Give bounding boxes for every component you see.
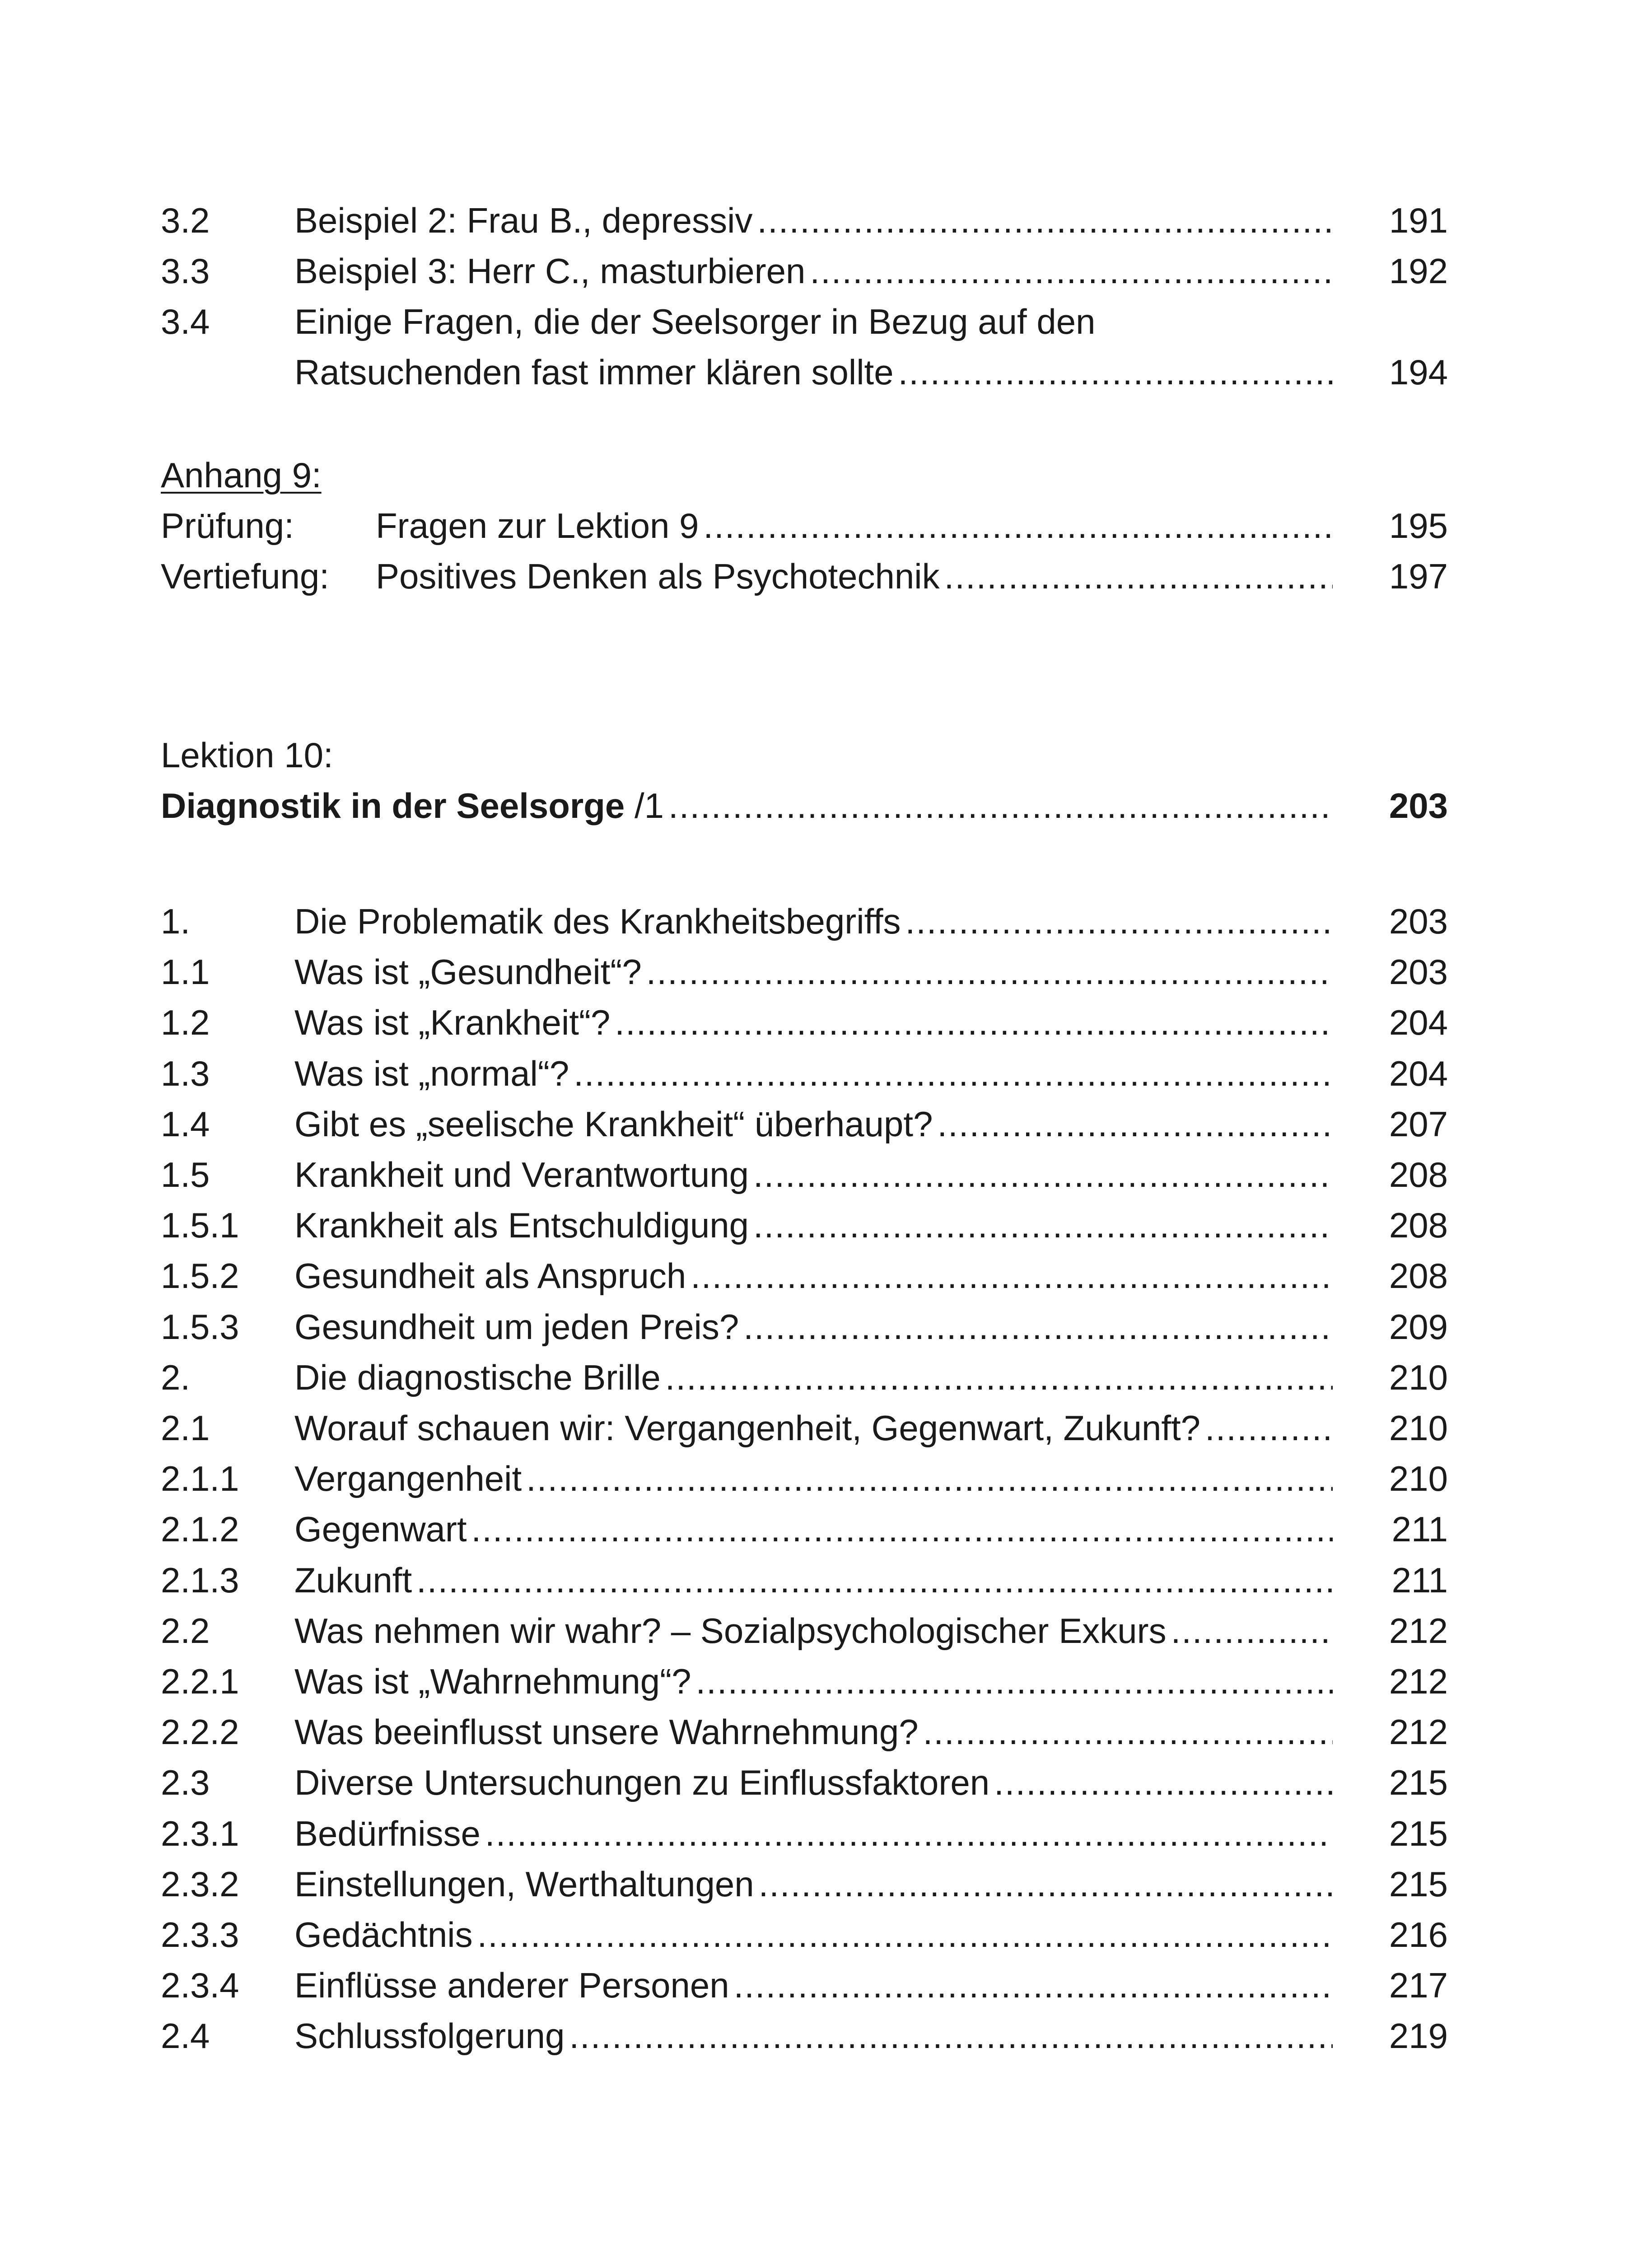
leader-dots (898, 347, 1333, 397)
entry-number: 2.1 (161, 1408, 210, 1448)
entry-page: 194 (1389, 352, 1448, 392)
leader-dots (994, 1757, 1333, 1808)
entry-page: 203 (1389, 785, 1448, 826)
toc-entry (161, 195, 1448, 246)
entry-page: 208 (1389, 1154, 1448, 1194)
entry-number: 2.3.2 (161, 1864, 239, 1904)
entry-number: 2.4 (161, 2015, 210, 2056)
entry-title: Bedürfnisse (294, 1813, 481, 1853)
toc-entry (161, 1707, 1448, 1757)
entry-number: 2.1.3 (161, 1560, 239, 1600)
entry-number: 3.2 (161, 200, 210, 240)
entry-page: 191 (1389, 200, 1448, 240)
leader-dots (905, 896, 1333, 947)
leader-dots (485, 1808, 1333, 1859)
leader-dots (1205, 1403, 1333, 1453)
entry-number: 2.3.3 (161, 1914, 239, 1955)
leader-dots (743, 1302, 1333, 1352)
entry-page: 211 (1391, 1509, 1448, 1549)
leader-dots (810, 246, 1333, 296)
appendix-heading: Anhang 9: (161, 455, 322, 495)
toc-entry (161, 1859, 1448, 1909)
entry-page: 204 (1389, 1053, 1448, 1093)
entry-page: 215 (1389, 1813, 1448, 1853)
entry-page: 192 (1389, 251, 1448, 291)
leader-dots (416, 1555, 1333, 1605)
toc-entry-continued (161, 347, 1448, 397)
entry-title: Was ist „normal“? (294, 1053, 569, 1093)
leader-dots (1171, 1605, 1333, 1656)
entry-title: Gedächtnis (294, 1914, 473, 1955)
leader-dots (696, 1656, 1333, 1707)
entry-title: Die Problematik des Krankheitsbegriffs (294, 901, 901, 941)
leader-dots (937, 1099, 1333, 1149)
entry-number: 2.3.1 (161, 1813, 239, 1853)
entry-title: Beispiel 3: Herr C., masturbieren (294, 251, 806, 291)
leader-dots (944, 551, 1333, 602)
entry-title: Gesundheit als Anspruch (294, 1255, 686, 1296)
entry-page: 215 (1389, 1864, 1448, 1904)
entry-number: 2.1.1 (161, 1458, 239, 1498)
entry-page: 216 (1389, 1914, 1448, 1955)
lesson-title-entry (161, 780, 1448, 831)
leader-dots (526, 1453, 1333, 1504)
entry-number: 1.3 (161, 1053, 210, 1093)
toc-entry (161, 1453, 1448, 1504)
entry-page: 208 (1389, 1255, 1448, 1296)
appendix-label: Vertiefung: (161, 556, 329, 596)
leader-dots (569, 2011, 1333, 2061)
leader-dots (734, 1960, 1333, 2011)
toc-entry (161, 1960, 1448, 2011)
entry-page: 204 (1389, 1002, 1448, 1042)
entry-number: 2.2.2 (161, 1712, 239, 1752)
entry-title: Krankheit und Verantwortung (294, 1154, 749, 1194)
toc-entry (161, 1200, 1448, 1250)
entry-title: Diverse Untersuchungen zu Einflussfaktoren (294, 1762, 990, 1802)
appendix-label: Prüfung: (161, 505, 294, 546)
entry-page: 212 (1389, 1610, 1448, 1651)
entry-title: Was nehmen wir wahr? – Sozialpsychologischer Exkurs (294, 1610, 1167, 1651)
entry-page: 210 (1389, 1408, 1448, 1448)
leader-dots (759, 1859, 1333, 1909)
entry-page: 208 (1389, 1205, 1448, 1245)
entry-title: Schlussfolgerung (294, 2015, 565, 2056)
entry-page: 210 (1389, 1458, 1448, 1498)
entry-page: 207 (1389, 1104, 1448, 1144)
entry-title: Was beeinflusst unsere Wahrnehmung? (294, 1712, 919, 1752)
lesson-title-suffix: /1 (625, 785, 664, 826)
entry-page: 211 (1391, 1560, 1448, 1600)
entry-number: 1.5.3 (161, 1306, 239, 1347)
toc-entry (161, 2011, 1448, 2061)
entry-number: 1. (161, 901, 191, 941)
toc-entry (161, 1149, 1448, 1200)
entry-title: Was ist „Wahrnehmung“? (294, 1661, 691, 1701)
entry-title: Einige Fragen, die der Seelsorger in Bezug auf den (294, 301, 1096, 341)
leader-dots (574, 1048, 1333, 1099)
toc-entry (161, 246, 1448, 296)
lesson-title: Diagnostik in der Seelsorge (161, 785, 625, 826)
leader-dots (646, 947, 1333, 997)
toc-entry (161, 1250, 1448, 1301)
toc-entry (161, 1352, 1448, 1403)
leader-dots (757, 195, 1333, 246)
entry-title: Was ist „Gesundheit“? (294, 952, 642, 992)
entry-page: 203 (1389, 901, 1448, 941)
toc-entry (161, 1656, 1448, 1707)
entry-title: Ratsuchenden fast immer klären sollte (294, 352, 894, 392)
entry-title: Einflüsse anderer Personen (294, 1965, 729, 2005)
entry-number: 3.4 (161, 301, 210, 341)
entry-page: 212 (1389, 1712, 1448, 1752)
entry-title: Einstellungen, Werthaltungen (294, 1864, 754, 1904)
entry-page: 195 (1389, 505, 1448, 546)
leader-dots (477, 1909, 1333, 1960)
entry-title: Fragen zur Lektion 9 (376, 505, 699, 546)
leader-dots (471, 1504, 1333, 1554)
toc-entry (161, 1504, 1448, 1554)
entry-page: 210 (1389, 1357, 1448, 1397)
leader-dots (753, 1200, 1333, 1250)
entry-title: Zukunft (294, 1560, 412, 1600)
entry-number: 2.2.1 (161, 1661, 239, 1701)
leader-dots (691, 1250, 1333, 1301)
toc-entry (161, 896, 1448, 947)
entry-page: 203 (1389, 952, 1448, 992)
toc-entry (161, 1605, 1448, 1656)
toc-entry (161, 1302, 1448, 1352)
leader-dots (923, 1707, 1333, 1757)
entry-number: 2.2 (161, 1610, 210, 1651)
toc-entry (161, 1099, 1448, 1149)
entry-page: 217 (1389, 1965, 1448, 2005)
entry-number: 2.3.4 (161, 1965, 239, 2005)
toc-entry (161, 1403, 1448, 1453)
entry-number: 1.5 (161, 1154, 210, 1194)
entry-number: 1.5.1 (161, 1205, 239, 1245)
toc-entry (161, 296, 1448, 347)
toc-entry (161, 1048, 1448, 1099)
leader-dots (668, 780, 1333, 831)
leader-dots (665, 1352, 1333, 1403)
entry-title: Gesundheit um jeden Preis? (294, 1306, 739, 1347)
toc-entry (161, 947, 1448, 997)
entry-number: 2. (161, 1357, 191, 1397)
entry-title: Die diagnostische Brille (294, 1357, 661, 1397)
entry-number: 1.4 (161, 1104, 210, 1144)
entry-title: Gibt es „seelische Krankheit“ überhaupt? (294, 1104, 933, 1144)
entry-number: 1.2 (161, 1002, 210, 1042)
appendix-entry (161, 551, 1448, 602)
entry-title: Was ist „Krankheit“? (294, 1002, 611, 1042)
toc-entry (161, 997, 1448, 1048)
entry-number: 1.5.2 (161, 1255, 239, 1296)
entry-page: 219 (1389, 2015, 1448, 2056)
entry-title: Vergangenheit (294, 1458, 522, 1498)
toc-entry (161, 1555, 1448, 1605)
entry-title: Positives Denken als Psychotechnik (376, 556, 940, 596)
lesson-heading: Lektion 10: (161, 735, 333, 775)
entry-page: 212 (1389, 1661, 1448, 1701)
entry-number: 2.1.2 (161, 1509, 239, 1549)
toc-entry (161, 1808, 1448, 1859)
entry-page: 209 (1389, 1306, 1448, 1347)
entry-page: 215 (1389, 1762, 1448, 1802)
entry-title: Gegenwart (294, 1509, 467, 1549)
entry-title: Beispiel 2: Frau B., depressiv (294, 200, 753, 240)
appendix-entry (161, 500, 1448, 551)
entry-number: 2.3 (161, 1762, 210, 1802)
entry-page: 197 (1389, 556, 1448, 596)
entry-title: Worauf schauen wir: Vergangenheit, Gegenwart, Zukunft? (294, 1408, 1201, 1448)
entry-number: 3.3 (161, 251, 210, 291)
entry-title: Krankheit als Entschuldigung (294, 1205, 749, 1245)
entry-number: 1.1 (161, 952, 210, 992)
toc-entry (161, 1909, 1448, 1960)
toc-entry (161, 1757, 1448, 1808)
leader-dots (615, 997, 1333, 1048)
leader-dots (753, 1149, 1333, 1200)
leader-dots (703, 500, 1333, 551)
